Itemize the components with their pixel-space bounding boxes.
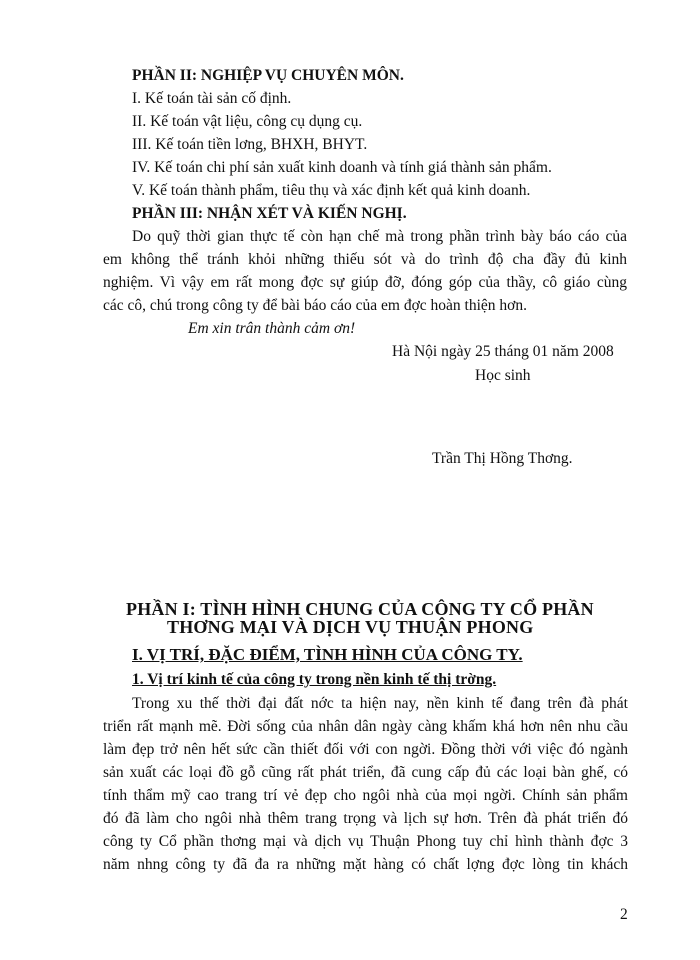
date-line: Hà Nội ngày 25 tháng 01 năm 2008 [392, 343, 614, 360]
page-number: 2 [620, 906, 628, 923]
part2-heading: PHẦN II: NGHIỆP VỤ CHUYÊN MÔN. [132, 67, 404, 84]
body-line: đó đã làm cho ngôi nhà thêm trang trọng và lịch sự hơn. Trên đà phát triển đó [103, 810, 628, 827]
paragraph-line: em không thể tránh khỏi những thiếu sót và do trình độ cha đầy đủ kinh [103, 251, 627, 268]
paragraph-line: các cô, chú trong công ty để bài báo cáo của em đợc hoàn thiện hơn. [103, 297, 527, 314]
body-line: sản xuất các loại đồ gỗ cũng rất phát triển, đã cung cấp đủ các loại bàn ghế, có [103, 764, 628, 781]
list-item: V. Kế toán thành phẩm, tiêu thụ và xác định kết quả kinh doanh. [132, 182, 531, 199]
body-line: tính thẩm mỹ cao trang trí vẻ đẹp cho ngôi nhà của mọi ngời. Chính sản phẩm [103, 787, 628, 804]
body-line: năm nhng công ty đã đa ra những mặt hàng có chất lợng đợc lòng tin khách [103, 856, 628, 873]
body-line: Trong xu thế thời đại đất nớc ta hiện nay, nền kinh tế đang trên đà phát [132, 695, 628, 712]
paragraph-line: Do quỹ thời gian thực tế còn hạn chế mà trong phần trình bày báo cáo của [132, 228, 627, 245]
list-item: IV. Kế toán chi phí sản xuất kinh doanh và tính giá thành sản phẩm. [132, 159, 552, 176]
body-line: làm đẹp trở nên hết sức cần thiết đối với con ngời. Đồng thời với việc đó ngành [103, 741, 628, 758]
body-line: triển rất mạnh mẽ. Đời sống của nhân dân ngày càng khấm khá hơn nên nhu cầu [103, 718, 628, 735]
paragraph-line: nghiệm. Vì vậy em rất mong đợc sự giúp đỡ, đóng góp của thầy, cô giáo cùng [103, 274, 627, 291]
part1-title-line2: THƠNG MẠI VÀ DỊCH VỤ THUẬN PHONG [167, 617, 534, 637]
list-item: III. Kế toán tiền lơng, BHXH, BHYT. [132, 136, 368, 153]
part1-title-line1: PHẦN I: TÌNH HÌNH CHUNG CỦA CÔNG TY CỔ PHẦN [126, 599, 594, 619]
body-line: công ty Cổ phần thơng mại và dịch vụ Thuận Phong tuy chỉ hình thành đợc 3 [103, 833, 628, 850]
subsection-heading: 1. Vị trí kinh tế của công ty trong nền kinh tế thị trờng. [132, 671, 497, 688]
signature-name: Trần Thị Hồng Thơng. [432, 450, 573, 467]
list-item: II. Kế toán vật liệu, công cụ dụng cụ. [132, 113, 363, 130]
list-item: I. Kế toán tài sản cố định. [132, 90, 292, 107]
thanks-line: Em xin trân thành cảm ơn! [188, 320, 356, 337]
part3-heading: PHẦN III: NHẬN XÉT VÀ KIẾN NGHỊ. [132, 205, 407, 222]
section-heading: I. VỊ TRÍ, ĐẶC ĐIỂM, TÌNH HÌNH CỦA CÔNG TY. [132, 645, 523, 664]
role-line: Học sinh [475, 367, 531, 384]
